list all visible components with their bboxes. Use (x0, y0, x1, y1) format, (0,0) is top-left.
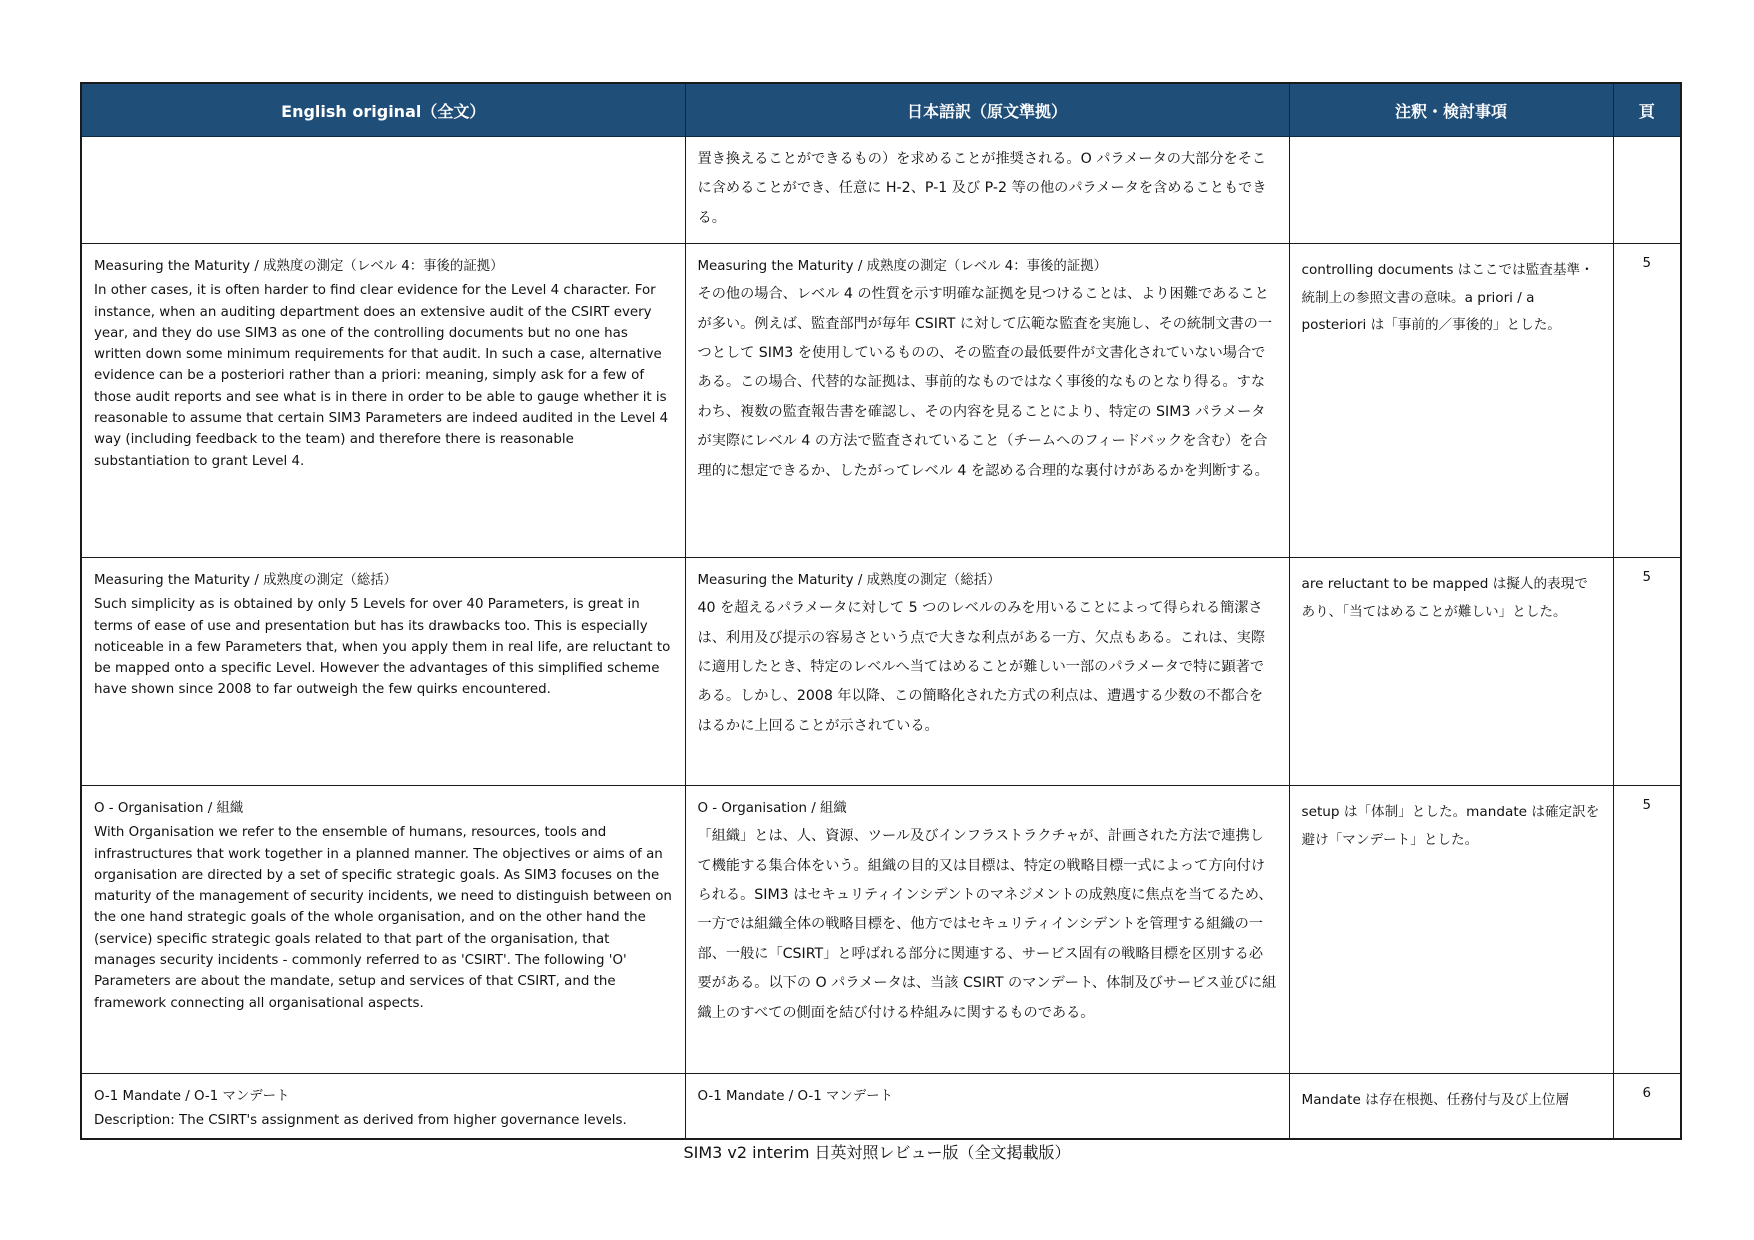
page-number-cell: 5 (1613, 244, 1681, 558)
notes-cell (1289, 786, 1613, 1074)
page-number-cell: 6 (1613, 1074, 1681, 1139)
note-text: controlling documents はここでは監査基準・統制上の参照文書の意味。a priori / a posteriori は「事前的／事後的」とした。 (1301, 262, 1594, 334)
english-cell (81, 786, 685, 1074)
page-number-cell: 5 (1613, 558, 1681, 786)
header-notes: 注釈・検討事項 (1289, 83, 1613, 137)
japanese-text: 置き換えることができるもの）を求めることが推奨される。O パラメータの大部分をそこに含めることができ、任意に H-2、P-1 及び P-2 等の他のパラメータを含めることもできる。 (697, 151, 1267, 226)
japanese-heading: Measuring the Maturity / 成熟度の測定（レベル 4：事後的証拠） (697, 259, 1107, 275)
japanese-heading: O-1 Mandate / O-1 マンデート (697, 1089, 893, 1105)
header-english-original: English original（全文） (81, 83, 685, 137)
notes-cell (1289, 137, 1613, 244)
english-cell (81, 137, 685, 244)
page-number-cell: 5 (1613, 786, 1681, 1074)
english-text: With Organisation we refer to the ensemble of humans, resources, tools and infrastructures that work together in a planned manner. The objectives or aims of an organisation are directed by a set of specific strategic goals. As SIM3 focuses on the maturity of the management of security incidents, we need to distinguish between on the one hand strategic goals of the whole organisation, and on the other hand the (service) specific strategic goals related to that part of the organisation, that manages security incidents - commonly referred to as 'CSIRT'. The following 'O' Parameters are about the mandate, setup and services of that CSIRT, and the framework connecting all organisational aspects. (94, 825, 672, 1011)
table-row (81, 244, 1681, 558)
table-row (81, 558, 1681, 786)
japanese-heading: Measuring the Maturity / 成熟度の測定（総括） (697, 573, 1001, 589)
document-page (80, 82, 1680, 1140)
header-japanese-translation: 日本語訳（原文準拠） (685, 83, 1289, 137)
japanese-heading: O - Organisation / 組織 (697, 801, 847, 817)
english-heading: O - Organisation / 組織 (94, 801, 244, 817)
table-row (81, 1074, 1681, 1139)
japanese-text: 40 を超えるパラメータに対して 5 つのレベルのみを用いることによって得られる簡潔さは、利用及び提示の容易さという点で大きな利点がある一方、欠点もある。これは、実際に適用したとき、特定のレベルへ当てはめることが難しい一部のパラメータで特に顕著である。しかし、2008 年以降、この簡略化された方式の利点は、遭遇する少数の不都合をはるかに上回ることが示されている。 (697, 600, 1266, 734)
review-table (80, 82, 1682, 1140)
english-cell (81, 244, 685, 558)
note-text: Mandate は存在根拠、任務付与及び上位層 (1301, 1092, 1570, 1109)
page-number-cell (1613, 137, 1681, 244)
english-text: Description: The CSIRT's assignment as derived from higher governance levels. (94, 1113, 627, 1129)
english-heading: O-1 Mandate / O-1 マンデート (94, 1089, 290, 1105)
japanese-cell (685, 558, 1289, 786)
english-text: Such simplicity as is obtained by only 5 Levels for over 40 Parameters, is great in terms of ease of use and presentation but has its drawbacks too. This is especially noticeable in a few Parameters that, when you apply them in real life, are reluctant to be mapped onto a specific Level. However the advantages of this simplified scheme have shown since 2008 to far outweigh the few quirks encountered. (94, 597, 671, 698)
japanese-cell (685, 137, 1289, 244)
notes-cell (1289, 244, 1613, 558)
english-heading: Measuring the Maturity / 成熟度の測定（レベル 4：事後的証拠） (94, 259, 504, 275)
english-cell (81, 558, 685, 786)
japanese-cell (685, 1074, 1289, 1139)
table-row (81, 786, 1681, 1074)
japanese-cell (685, 244, 1289, 558)
document-footer: SIM3 v2 interim 日英対照レビュー版（全文掲載版） (683, 1143, 1071, 1162)
english-cell (81, 1074, 685, 1139)
japanese-text: 「組織」とは、人、資源、ツール及びインフラストラクチャが、計画された方法で連携して機能する集合体をいう。組織の目的又は目標は、特定の戦略目標一式によって方向付けられる。SIM3 はセキュリティインシデントのマネジメントの成熟度に焦点を当てるため、一方では組織全体の戦略目標を、他方ではセキュリティインシデントを管理する組織の一部、一般に「CSIRT」と呼ばれる部分に関連する、サービス固有の戦略目標を区別する必要がある。以下の O パラメータは、当該 CSIRT のマンデート、体制及びサービス並びに組織上のすべての側面を結び付ける枠組みに関するものである。 (697, 828, 1277, 1021)
table-row (81, 137, 1681, 244)
english-heading: Measuring the Maturity / 成熟度の測定（総括） (94, 573, 397, 589)
japanese-cell (685, 786, 1289, 1074)
japanese-text: その他の場合、レベル 4 の性質を示す明確な証拠を見つけることは、より困難であることが多い。例えば、監査部門が毎年 CSIRT に対して広範な監査を実施し、その統制文書の一つとして SIM3 を使用しているものの、その監査の最低要件が文書化されていない場合である。この場合、代替的な証拠は、事前的なものではなく事後的なものとなり得る。すなわち、複数の監査報告書を確認し、その内容を見ることにより、特定の SIM3 パラメータが実際にレベル 4 の方法で監査されていること（チームへのフィードバックを含む）を合理的に想定できるか、したがってレベル 4 を認める合理的な裏付けがあるかを判断する。 (697, 286, 1273, 479)
notes-cell (1289, 558, 1613, 786)
english-text: In other cases, it is often harder to find clear evidence for the Level 4 character. For instance, when an auditing department does an extensive audit of the CSIRT every year, and they do use SIM3 as one of the controlling documents but no one has written down some minimum requirements for that audit. In such a case, alternative evidence can be a posteriori rather than a priori: meaning, simply ask for a few of those audit reports and see what is in there in order to be able to gauge whether it is reasonable to assume that certain SIM3 Parameters are indeed audited in the Level 4 way (including feedback to the team) and therefore there is reasonable substantiation to grant Level 4. (94, 283, 669, 469)
header-page: 頁 (1613, 83, 1681, 137)
table-header (81, 83, 1681, 137)
note-text: setup は「体制」とした。mandate は確定訳を避け「マンデート」とした。 (1301, 804, 1600, 848)
note-text: are reluctant to be mapped は擬人的表現であり、「当てはめることが難しい」とした。 (1301, 576, 1588, 620)
notes-cell (1289, 1074, 1613, 1139)
